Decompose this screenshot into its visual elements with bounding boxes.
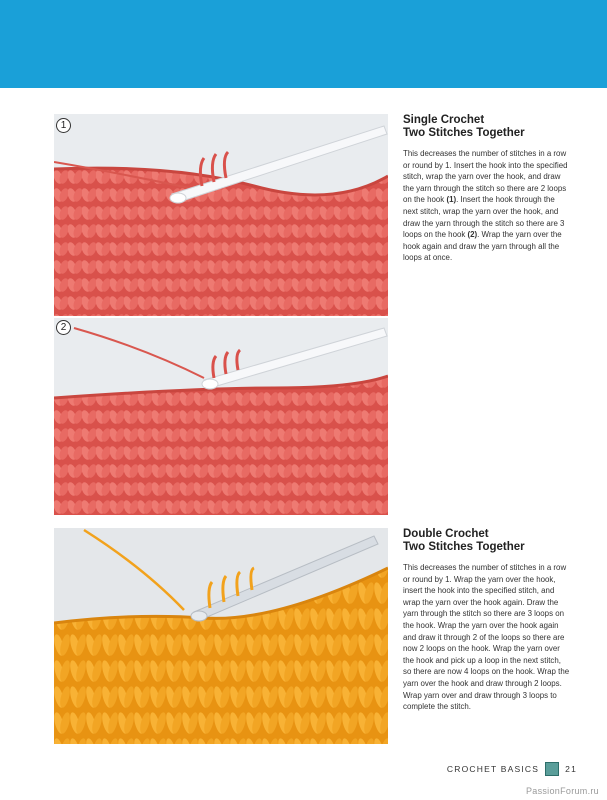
step-ref-1: (1) xyxy=(446,195,457,205)
footer-section-name: CROCHET BASICS xyxy=(446,764,540,774)
section-title xyxy=(403,528,571,554)
instructions-text: This decreases the number of stitches in a row or round by 1. Wrap the yarn over the hook, insert the hook into the specified stitch, and wrap the yarn over the hook again. Draw the yarn through the stitch so there are 3 loops on the hook. Wrap the yarn over the hook again and draw it through 2 of the loops so there are now 2 loops on the hook. Wrap the yarn over the hook and pick up a loop in the next stitch, so there are now 4 loops on the hook. Wrap the yarn over the hook and draw through 2 loops. Wrap yarn over and draw through 3 loops to complete the stitch. xyxy=(403,563,570,712)
section-single-crochet xyxy=(403,114,571,264)
page-number: 21 xyxy=(565,764,577,774)
header-color-band xyxy=(0,0,607,88)
photo-sc-step-2 xyxy=(54,318,388,515)
photo-dc-two-together xyxy=(54,528,388,744)
instructions-text xyxy=(403,148,571,264)
text-run: . Insert the hook through the next stitch, wrap the yarn over the hook, and draw the yarn through the stitch so there are 3 loops on the hook xyxy=(403,195,565,240)
title-line-2: Two Stitches Together xyxy=(403,127,525,139)
text-run: . Wrap the yarn over the hook again and draw the yarn through all the loops at once. xyxy=(403,230,562,263)
section-double-crochet xyxy=(403,528,571,713)
step-number-2: 2 xyxy=(56,320,71,335)
text-run: This decreases the number of stitches in a row or round by 1. Insert the hook into the specified stitch, wrap the yarn over the hook, and draw the yarn through the stitch so there are 2 loops on the hook xyxy=(403,149,568,205)
step-number-1: 1 xyxy=(56,118,71,133)
title-line-1: Single Crochet xyxy=(403,114,485,126)
page-footer xyxy=(447,762,577,776)
title-line-1: Double Crochet xyxy=(403,528,489,540)
step-ref-2: (2) xyxy=(467,230,478,240)
emblem-icon xyxy=(545,762,559,776)
photo-sc-step-1 xyxy=(54,114,388,316)
section-title xyxy=(403,114,571,140)
watermark: PassionForum.ru xyxy=(525,786,599,796)
title-line-2: Two Stitches Together xyxy=(403,541,525,553)
